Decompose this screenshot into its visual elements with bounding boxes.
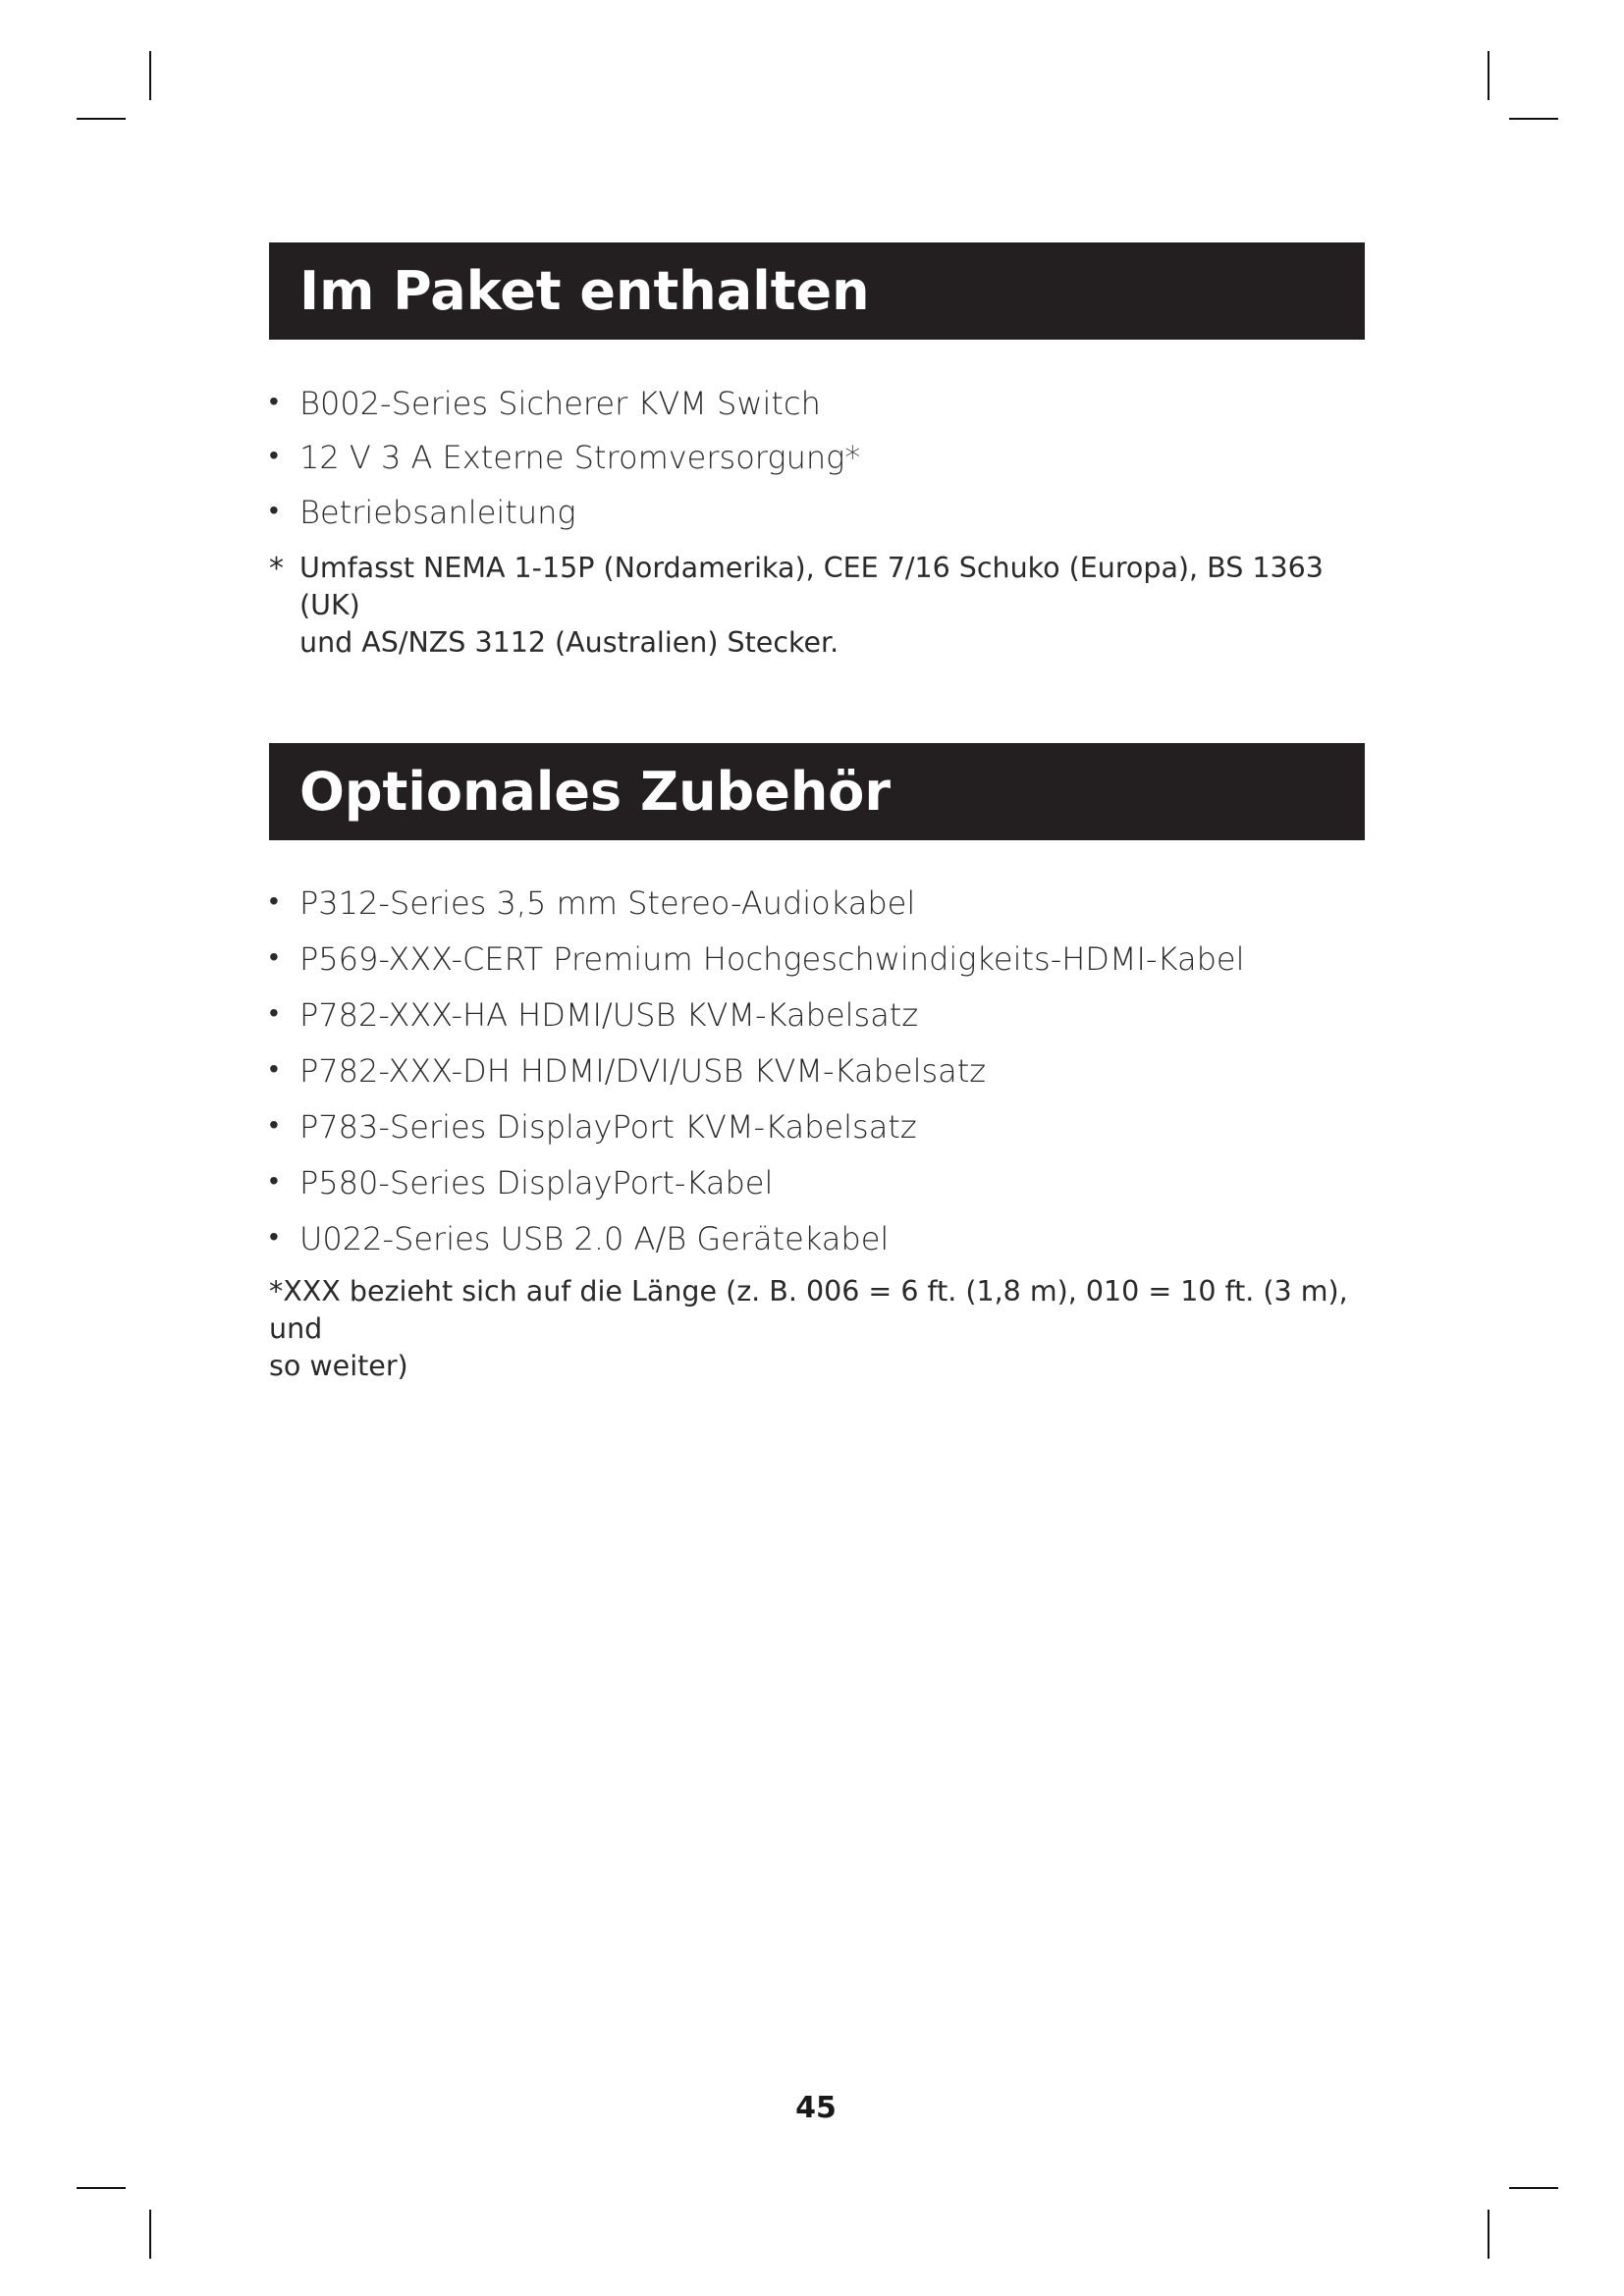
list-item <box>269 386 1365 422</box>
list-item <box>269 997 1365 1053</box>
section-heading-bar-optional-accessories <box>269 743 1365 840</box>
bullet-icon: • <box>269 385 279 417</box>
list-item-text: P782-XXX-DH HDMI/DVI/USB KVM-Kabelsatz <box>299 1052 987 1090</box>
crop-mark-top-left-horizontal <box>77 118 126 120</box>
list-item-text: P783-Series DisplayPort KVM-Kabelsatz <box>299 1108 917 1146</box>
footnote-line: so weiter) <box>269 1350 408 1382</box>
list-item-text: P312-Series 3,5 mm Stereo-Audiokabel <box>299 884 916 922</box>
list-item-text: B002-Series Sicherer KVM Switch <box>299 385 821 422</box>
bullet-icon: • <box>269 438 279 471</box>
list-item-text: Betriebsanleitung <box>299 493 576 531</box>
list-item-text: 12 V 3 A Externe Stromversorgung* <box>299 438 861 476</box>
bullet-icon: • <box>269 996 279 1029</box>
crop-mark-bottom-left-horizontal <box>77 2187 126 2189</box>
bullet-icon: • <box>269 1164 279 1197</box>
footnote-line: *XXX bezieht sich auf die Länge (z. B. 006 = 6 ft. (1,8 m), 010 = 10 ft. (3 m), und <box>269 1275 1348 1345</box>
bullet-icon: • <box>269 493 279 526</box>
list-item <box>269 1109 1365 1165</box>
list-item <box>269 1053 1365 1109</box>
list-item <box>269 885 1365 941</box>
bullet-icon: • <box>269 1220 279 1253</box>
optional-accessories-list <box>269 885 1365 1277</box>
footnote-line: Umfasst NEMA 1-15P (Nordamerika), CEE 7/16 Schuko (Europa), BS 1363 (UK) <box>299 552 1324 621</box>
list-item-text: U022-Series USB 2.0 A/B Gerätekabel <box>299 1220 890 1257</box>
package-contents-list <box>269 386 1365 530</box>
length-footnote <box>269 1273 1369 1385</box>
list-item <box>269 440 1365 476</box>
footnote-marker: * <box>269 552 284 586</box>
crop-mark-bottom-right-vertical <box>1488 2210 1489 2259</box>
list-item-text: P580-Series DisplayPort-Kabel <box>299 1164 774 1201</box>
crop-mark-bottom-left-vertical <box>149 2210 151 2259</box>
list-item-text: P569-XXX-CERT Premium Hochgeschwindigkeits-HDMI-Kabel <box>299 940 1245 978</box>
section-heading-bar-package-contents <box>269 242 1365 340</box>
crop-mark-top-right-horizontal <box>1509 118 1558 120</box>
list-item <box>269 495 1365 531</box>
list-item-text: P782-XXX-HA HDMI/USB KVM-Kabelsatz <box>299 996 919 1034</box>
crop-mark-top-right-vertical <box>1488 51 1489 100</box>
section-heading-package-contents: Im Paket enthalten <box>299 259 870 322</box>
list-item <box>269 1165 1365 1221</box>
bullet-icon: • <box>269 884 279 917</box>
footnote-line: und AS/NZS 3112 (Australien) Stecker. <box>299 626 839 659</box>
bullet-icon: • <box>269 940 279 973</box>
list-item <box>269 941 1365 997</box>
bullet-icon: • <box>269 1108 279 1141</box>
power-plug-footnote <box>299 550 1380 662</box>
section-heading-optional-accessories: Optionales Zubehör <box>299 760 891 823</box>
page-number: 45 <box>795 2091 837 2125</box>
list-item <box>269 1221 1365 1277</box>
bullet-icon: • <box>269 1052 279 1085</box>
crop-mark-bottom-right-horizontal <box>1509 2187 1558 2189</box>
crop-mark-top-left-vertical <box>149 51 151 100</box>
